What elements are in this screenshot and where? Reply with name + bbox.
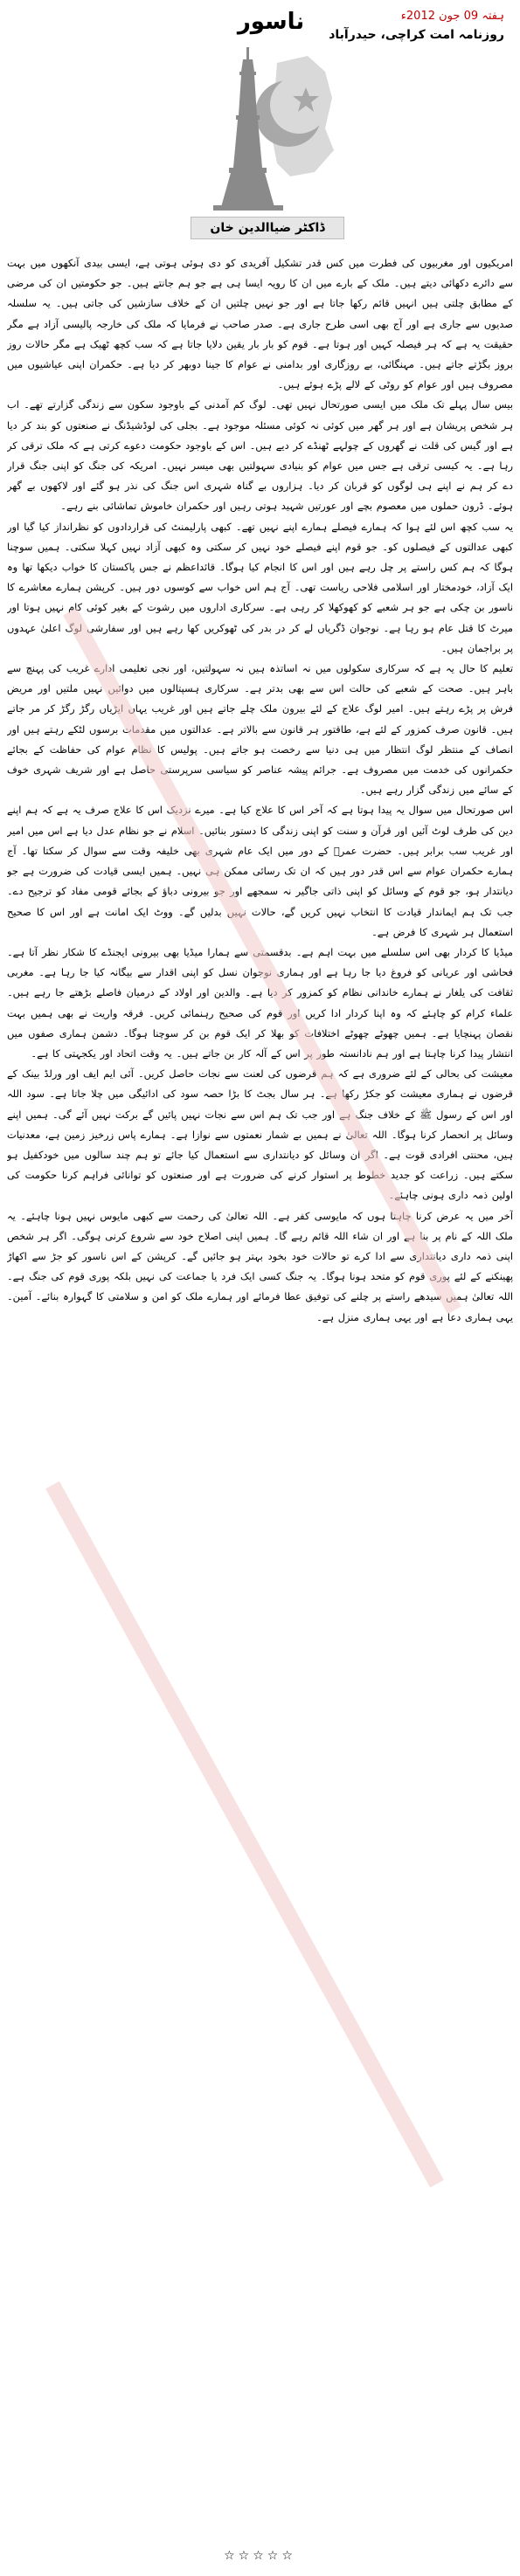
article-paragraph: امریکیوں اور مغربیوں کی فطرت میں کس قدر تشکیل آفریدی کو دی ہوئی ہوتی ہے، ایسی بیدی آنکھوں میں بہت سے دائرے دکھائی دیتے ہیں۔ ملک کے بارے میں ان کا رویہ ایسا ہی ہے جو ہم جانتے ہیں۔ جو حکومتیں ان کی مرضی کے مطابق چلتی ہیں انہیں قائم رکھا جاتا ہے اور جو نہیں چلتیں ان کے خلاف سازشیں کی جاتی ہیں۔ یہ سلسلہ صدیوں سے جاری ہے اور آج بھی اسی طرح جاری ہے۔ صدر صاحب نے فرمایا کہ ملک کی خارجہ پالیسی آزاد ہے مگر حقیقت یہ ہے کہ ہر فیصلہ کہیں اور ہوتا ہے۔ قوم کو بار بار یقین دلایا جاتا ہے کہ سب کچھ ٹھیک ہے مگر حالات روز بروز بگڑتے جاتے ہیں۔ مہنگائی، بے روزگاری اور بدامنی نے عوام کا جینا دوبھر کر دیا ہے۔ حکمران اپنی عیاشیوں میں مصروف ہیں اور عوام کو روٹی کے لالے پڑے ہوئے ہیں۔ [7, 257, 513, 391]
author-byline: ڈاکٹر ضیاالدین خان [191, 217, 344, 239]
pakistan-minar-flag-logo [194, 45, 343, 211]
article-paragraph: تعلیم کا حال یہ ہے کہ سرکاری سکولوں میں نہ اساتذہ ہیں نہ سہولتیں، اور نجی تعلیمی ادارے غریب کی پہنچ سے باہر ہیں۔ صحت کے شعبے کی حالت اس سے بھی بدتر ہے۔ سرکاری ہسپتالوں میں دوائیں نہیں ملتیں اور مریض فرش پر پڑے رہتے ہیں۔ امیر لوگ علاج کے لئے بیرون ملک چلے جاتے ہیں اور غریب یہاں ایڑیاں رگڑ رگڑ کر مر جاتے ہیں۔ قانون صرف کمزور کے لئے ہے، طاقتور ہر قانون سے بالاتر ہے۔ عدالتوں میں مقدمات برسوں لٹکے رہتے ہیں اور انصاف کے منتظر لوگ انتظار میں ہی دنیا سے رخصت ہو جاتے ہیں۔ پولیس کا نظام عوام کی حفاظت کے بجائے حکمرانوں کی خدمت میں مصروف ہے۔ جرائم پیشہ عناصر کو سیاسی سرپرستی حاصل ہے اور شریف شہری خوف کے سائے میں زندگی گزار رہے ہیں۔ [7, 662, 513, 797]
end-of-article-marks: ☆☆☆☆☆ [224, 2549, 296, 2563]
article-paragraph: آخر میں یہ عرض کرنا چاہتا ہوں کہ مایوسی کفر ہے۔ اللہ تعالیٰ کی رحمت سے کبھی مایوس نہیں ہونا چاہئے۔ یہ ملک اللہ کے نام پر بنا ہے اور ان شاء اللہ قائم رہے گا۔ ہمیں اپنی اصلاح خود سے شروع کرنی ہوگی۔ اگر ہر شخص اپنی ذمہ داری دیانتداری سے ادا کرے تو حالات خود بخود بہتر ہو جائیں گے۔ کرپشن کے اس ناسور کو جڑ سے اکھاڑ پھینکنے کے لئے پوری قوم کو متحد ہونا ہوگا۔ یہ جنگ کسی ایک فرد یا جماعت کی نہیں بلکہ پوری قوم کی جنگ ہے۔ اللہ تعالیٰ ہمیں سیدھے راستے پر چلنے کی توفیق عطا فرمائے اور ہمارے ملک کو امن و سلامتی کا گہوارہ بنائے۔ آمین۔ یہی ہماری دعا ہے اور یہی ہماری منزل ہے۔ [7, 1209, 513, 1323]
publication-source: روزنامہ امت کراچی، حیدرآباد [329, 28, 504, 42]
article-paragraph: اس صورتحال میں سوال یہ پیدا ہوتا ہے کہ آخر اس کا علاج کیا ہے۔ میرے نزدیک اس کا علاج صرف یہ ہے کہ ہم اپنے دین کی طرف لوٹ آئیں اور قرآن و سنت کو اپنی زندگی کا دستور بنائیں۔ اسلام نے جو نظام عدل دیا ہے اس میں امیر اور غریب سب برابر ہیں۔ حضرت عمرؓ کے دور میں ایک عام شہری بھی خلیفہ وقت سے سوال کر سکتا تھا۔ آج ہمارے حکمران عوام سے اس قدر دور ہیں کہ ان تک رسائی ممکن ہی نہیں۔ ہمیں ایسی قیادت کی ضرورت ہے جو دیانتدار ہو، جو قوم کے وسائل کو اپنی ذاتی جاگیر نہ سمجھے اور جو بیرونی دباؤ کے بجائے قومی مفاد کو ترجیح دے۔ جب تک ہم ایماندار قیادت کا انتخاب نہیں کریں گے، حالات نہیں بدلیں گے۔ ووٹ ایک امانت ہے اور اس کا صحیح استعمال ہر شہری کا فرض ہے۔ [7, 804, 513, 938]
article-paragraph: میڈیا کا کردار بھی اس سلسلے میں بہت اہم ہے۔ بدقسمتی سے ہمارا میڈیا بھی بیرونی ایجنڈے کا شکار نظر آتا ہے۔ فحاشی اور عریانی کو فروغ دیا جا رہا ہے اور ہماری نوجوان نسل کو اپنی اقدار سے بیگانہ کیا جا رہا ہے۔ مغربی ثقافت کی یلغار نے ہمارے خاندانی نظام کو کمزور کر دیا ہے۔ والدین اور اولاد کے درمیان فاصلے بڑھتے جا رہے ہیں۔ علماء کرام کو چاہئے کہ وہ اپنا کردار ادا کریں اور قوم کی صحیح رہنمائی کریں۔ فرقہ واریت نے بھی ہمیں بہت نقصان پہنچایا ہے۔ ہمیں چھوٹے چھوٹے اختلافات کو بھلا کر ایک قوم بن کر سوچنا ہوگا۔ دشمن ہماری صفوں میں انتشار پیدا کرنا چاہتا ہے اور ہم نادانستہ طور پر اس کے آلہ کار بن جاتے ہیں۔ یہ وقت اتحاد اور یکجہتی کا ہے۔ [7, 945, 513, 1060]
article-body [7, 253, 513, 2542]
article-paragraph: یہ سب کچھ اس لئے ہوا کہ ہمارے فیصلے ہمارے اپنے نہیں تھے۔ کبھی پارلیمنٹ کی قراردادوں کو نظرانداز کیا گیا اور کبھی عدالتوں کے فیصلوں کو۔ جو قوم اپنے فیصلے خود نہیں کر سکتی وہ کبھی آزاد نہیں کہلا سکتی۔ ہمیں سوچنا ہوگا کہ ہم کس راستے پر چل رہے ہیں اور اس کا انجام کیا ہوگا۔ قائداعظم نے جس پاکستان کا خواب دیکھا تھا وہ ایک آزاد، خودمختار اور اسلامی فلاحی ریاست تھی۔ آج ہم اس خواب سے کوسوں دور ہیں۔ کرپشن ہمارے معاشرے کا ناسور بن چکی ہے جو ہر شعبے کو کھوکھلا کر رہی ہے۔ سرکاری اداروں میں رشوت کے بغیر کوئی کام نہیں ہوتا اور میرٹ کا قتل عام ہو رہا ہے۔ نوجوان ڈگریاں لے کر در بدر کی ٹھوکریں کھا رہے ہیں اور سفارشی لوگ اعلیٰ عہدوں پر براجمان ہیں۔ [7, 520, 513, 654]
article-paragraph: معیشت کی بحالی کے لئے ضروری ہے کہ ہم قرضوں کی لعنت سے نجات حاصل کریں۔ آئی ایم ایف اور ورلڈ بینک کے قرضوں نے ہماری معیشت کو جکڑ رکھا ہے۔ ہر سال بجٹ کا بڑا حصہ سود کی ادائیگی میں چلا جاتا ہے۔ سود اللہ اور اس کے رسول ﷺ کے خلاف جنگ ہے اور جب تک ہم اس سے نجات نہیں پائیں گے برکت نہیں آئے گی۔ ہمیں اپنے وسائل پر انحصار کرنا ہوگا۔ اللہ تعالیٰ نے ہمیں بے شمار نعمتوں سے نوازا ہے۔ ہمارے پاس زرخیز زمین ہے، معدنیات ہیں، محنتی افرادی قوت ہے۔ اگر ان وسائل کو دیانتداری سے استعمال کیا جائے تو ہم چند سالوں میں خودکفیل ہو سکتے ہیں۔ زراعت کو جدید خطوط پر استوار کرنے کی ضرورت ہے اور صنعتوں کو توانائی فراہم کرنا حکومت کی اولین ذمہ داری ہونی چاہئے۔ [7, 1067, 513, 1202]
article-paragraph: بیس سال پہلے تک ملک میں ایسی صورتحال نہیں تھی۔ لوگ کم آمدنی کے باوجود سکون سے زندگی گزارتے تھے۔ اب ہر شخص پریشان ہے اور ہر گھر میں کوئی نہ کوئی مسئلہ موجود ہے۔ بجلی کی لوڈشیڈنگ نے صنعتوں کو بند کر دیا ہے اور گیس کی قلت نے گھروں کے چولہے ٹھنڈے کر دیے ہیں۔ اس کے باوجود حکومت دعوے کرتی ہے کہ ملک ترقی کر رہا ہے۔ یہ کیسی ترقی ہے جس میں عوام کو بنیادی سہولتیں بھی میسر نہیں۔ امریکہ کی جنگ کو اپنی جنگ قرار دے کر ہم نے اپنے ہی لوگوں کو قربان کر دیا۔ ہزاروں بے گناہ شہری اس جنگ کی نذر ہو گئے اور لاکھوں بے گھر ہوئے۔ ڈرون حملوں میں معصوم بچے اور عورتیں شہید ہوتی رہیں اور حکمران خاموش تماشائی بنے رہے۔ [7, 398, 513, 513]
article-header [0, 0, 520, 262]
publication-date: ہفتہ 09 جون 2012ء [400, 10, 504, 23]
article-title: ناسور [237, 9, 305, 35]
publication-meta [329, 9, 504, 44]
